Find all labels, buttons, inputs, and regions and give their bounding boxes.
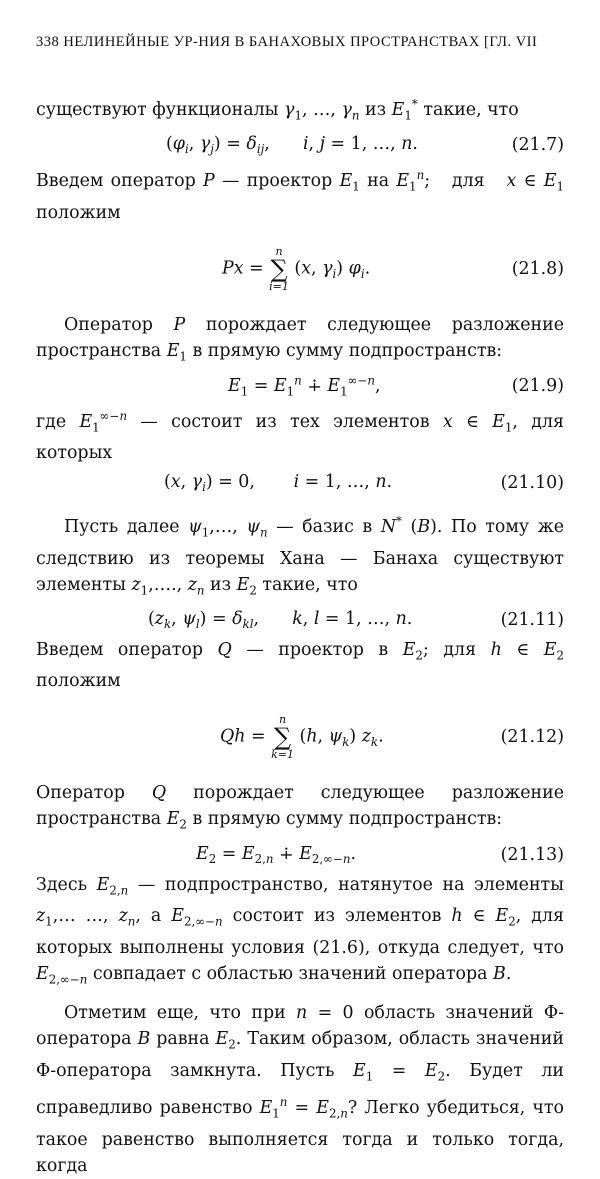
equation-number: (21.10)	[500, 473, 564, 494]
paragraph-t3: Оператор P порождает следующее разложение пространства $E_1$ в прямую сумму подпространств:	[36, 314, 564, 363]
paragraph-t8: Здесь $E_{2,n}$ — подпространство, натянутое на элементы $z_1,\dots$ …, $z_n$, а $E_{2,\infty-n}$ состоит из элементов h ∈ $E_2$, для которых выполнены условия (21.6), откуда следует, что $E_{2,\infty-n}$ совпадает с областью значений оператора B.	[36, 874, 565, 987]
equation-e6	[36, 694, 564, 780]
equation-body: (x, $\gamma_i) = 0$, i = 1, …, n.	[164, 472, 393, 495]
equation-body: Qh = n ∑ k=1 (h, $\psi_k$) $z_k$.	[220, 713, 384, 762]
page-number: 338	[36, 34, 60, 50]
equation-body: $E_1 = E_1^n$ ∔ $E_1^{\infty-n}$,	[228, 373, 381, 399]
running-header	[36, 34, 564, 51]
paragraph-t2: Введем оператор P — проектор $E_1$ на $E_1^n$; для x ∈ $E_1$ положим	[36, 168, 564, 223]
running-title: НЕЛИНЕЙНЫЕ УР-НИЯ В БАНАХОВЫХ ПРОСТРАНСТВАХ	[63, 34, 480, 50]
equation-e5	[36, 603, 564, 637]
equation-body: ($z_k$, $\psi_l) = \delta_{kl}$, k, l = 1, …, n.	[148, 608, 413, 632]
equation-number: (21.7)	[511, 135, 564, 156]
equation-e4	[36, 466, 564, 500]
paragraph-t6: Введем оператор Q — проектор в $E_2$; для h ∈ $E_2$ положим	[36, 640, 564, 692]
equation-number: (21.11)	[500, 610, 564, 630]
equation-number: (21.8)	[511, 258, 564, 279]
equation-body: $E_2 = E_{2,n}$ ∔ $E_{2,\infty-n}$.	[196, 843, 357, 867]
paragraph-t1: существуют функционалы $\gamma_1$, …, $\gamma_n$ из $E_1^*$ такие, что	[36, 97, 519, 123]
paragraph-t4: где $E_1^{\infty-n}$ — состоит из тех элементов x ∈ $E_1$, для которых	[36, 409, 564, 464]
page-body	[36, 91, 564, 1179]
paragraph-t5: Пусть далее $\psi_1,\dots$, $\psi_n$ — базис в N* (B). По тому же следствию из теоремы Хана — Банаха существуют элементы $z_1,\dots$., $z_n$ из $E_2$ такие, что	[36, 514, 564, 597]
equation-body: ($\varphi_i$, $\gamma_j) = \delta_{ij}$, i, j = 1, …, n.	[166, 134, 418, 157]
summation-sign: n ∑ k=1	[271, 713, 294, 762]
equation-e2	[36, 226, 564, 312]
summation-sign: n ∑ i=1	[269, 244, 289, 293]
paragraph-t9: Отметим еще, что при n = 0 область значений Φ-оператора B равна $E_2$. Таким образом, область значений Φ-оператора замкнута. Пусть $E_1 = E_2$. Будет ли справедливо равенство $E_1^n = E_{2,n}$? Легко убедиться, что такое равенство выполняется тогда и только тогда, когда	[36, 1003, 564, 1176]
equation-number: (21.9)	[511, 376, 564, 396]
equation-e3	[36, 369, 564, 403]
chapter-label: [ГЛ. VII	[483, 34, 538, 50]
paragraph-t7: Оператор Q порождает следующее разложение пространства $E_2$ в прямую сумму подпространств:	[36, 783, 564, 832]
equation-e7	[36, 838, 564, 872]
equation-body: Px = n ∑ i=1 (x, $\gamma_i$) $\varphi_i$.	[222, 244, 371, 293]
equation-number: (21.13)	[500, 844, 564, 865]
equation-number: (21.12)	[500, 727, 564, 748]
equation-e1	[36, 128, 564, 162]
